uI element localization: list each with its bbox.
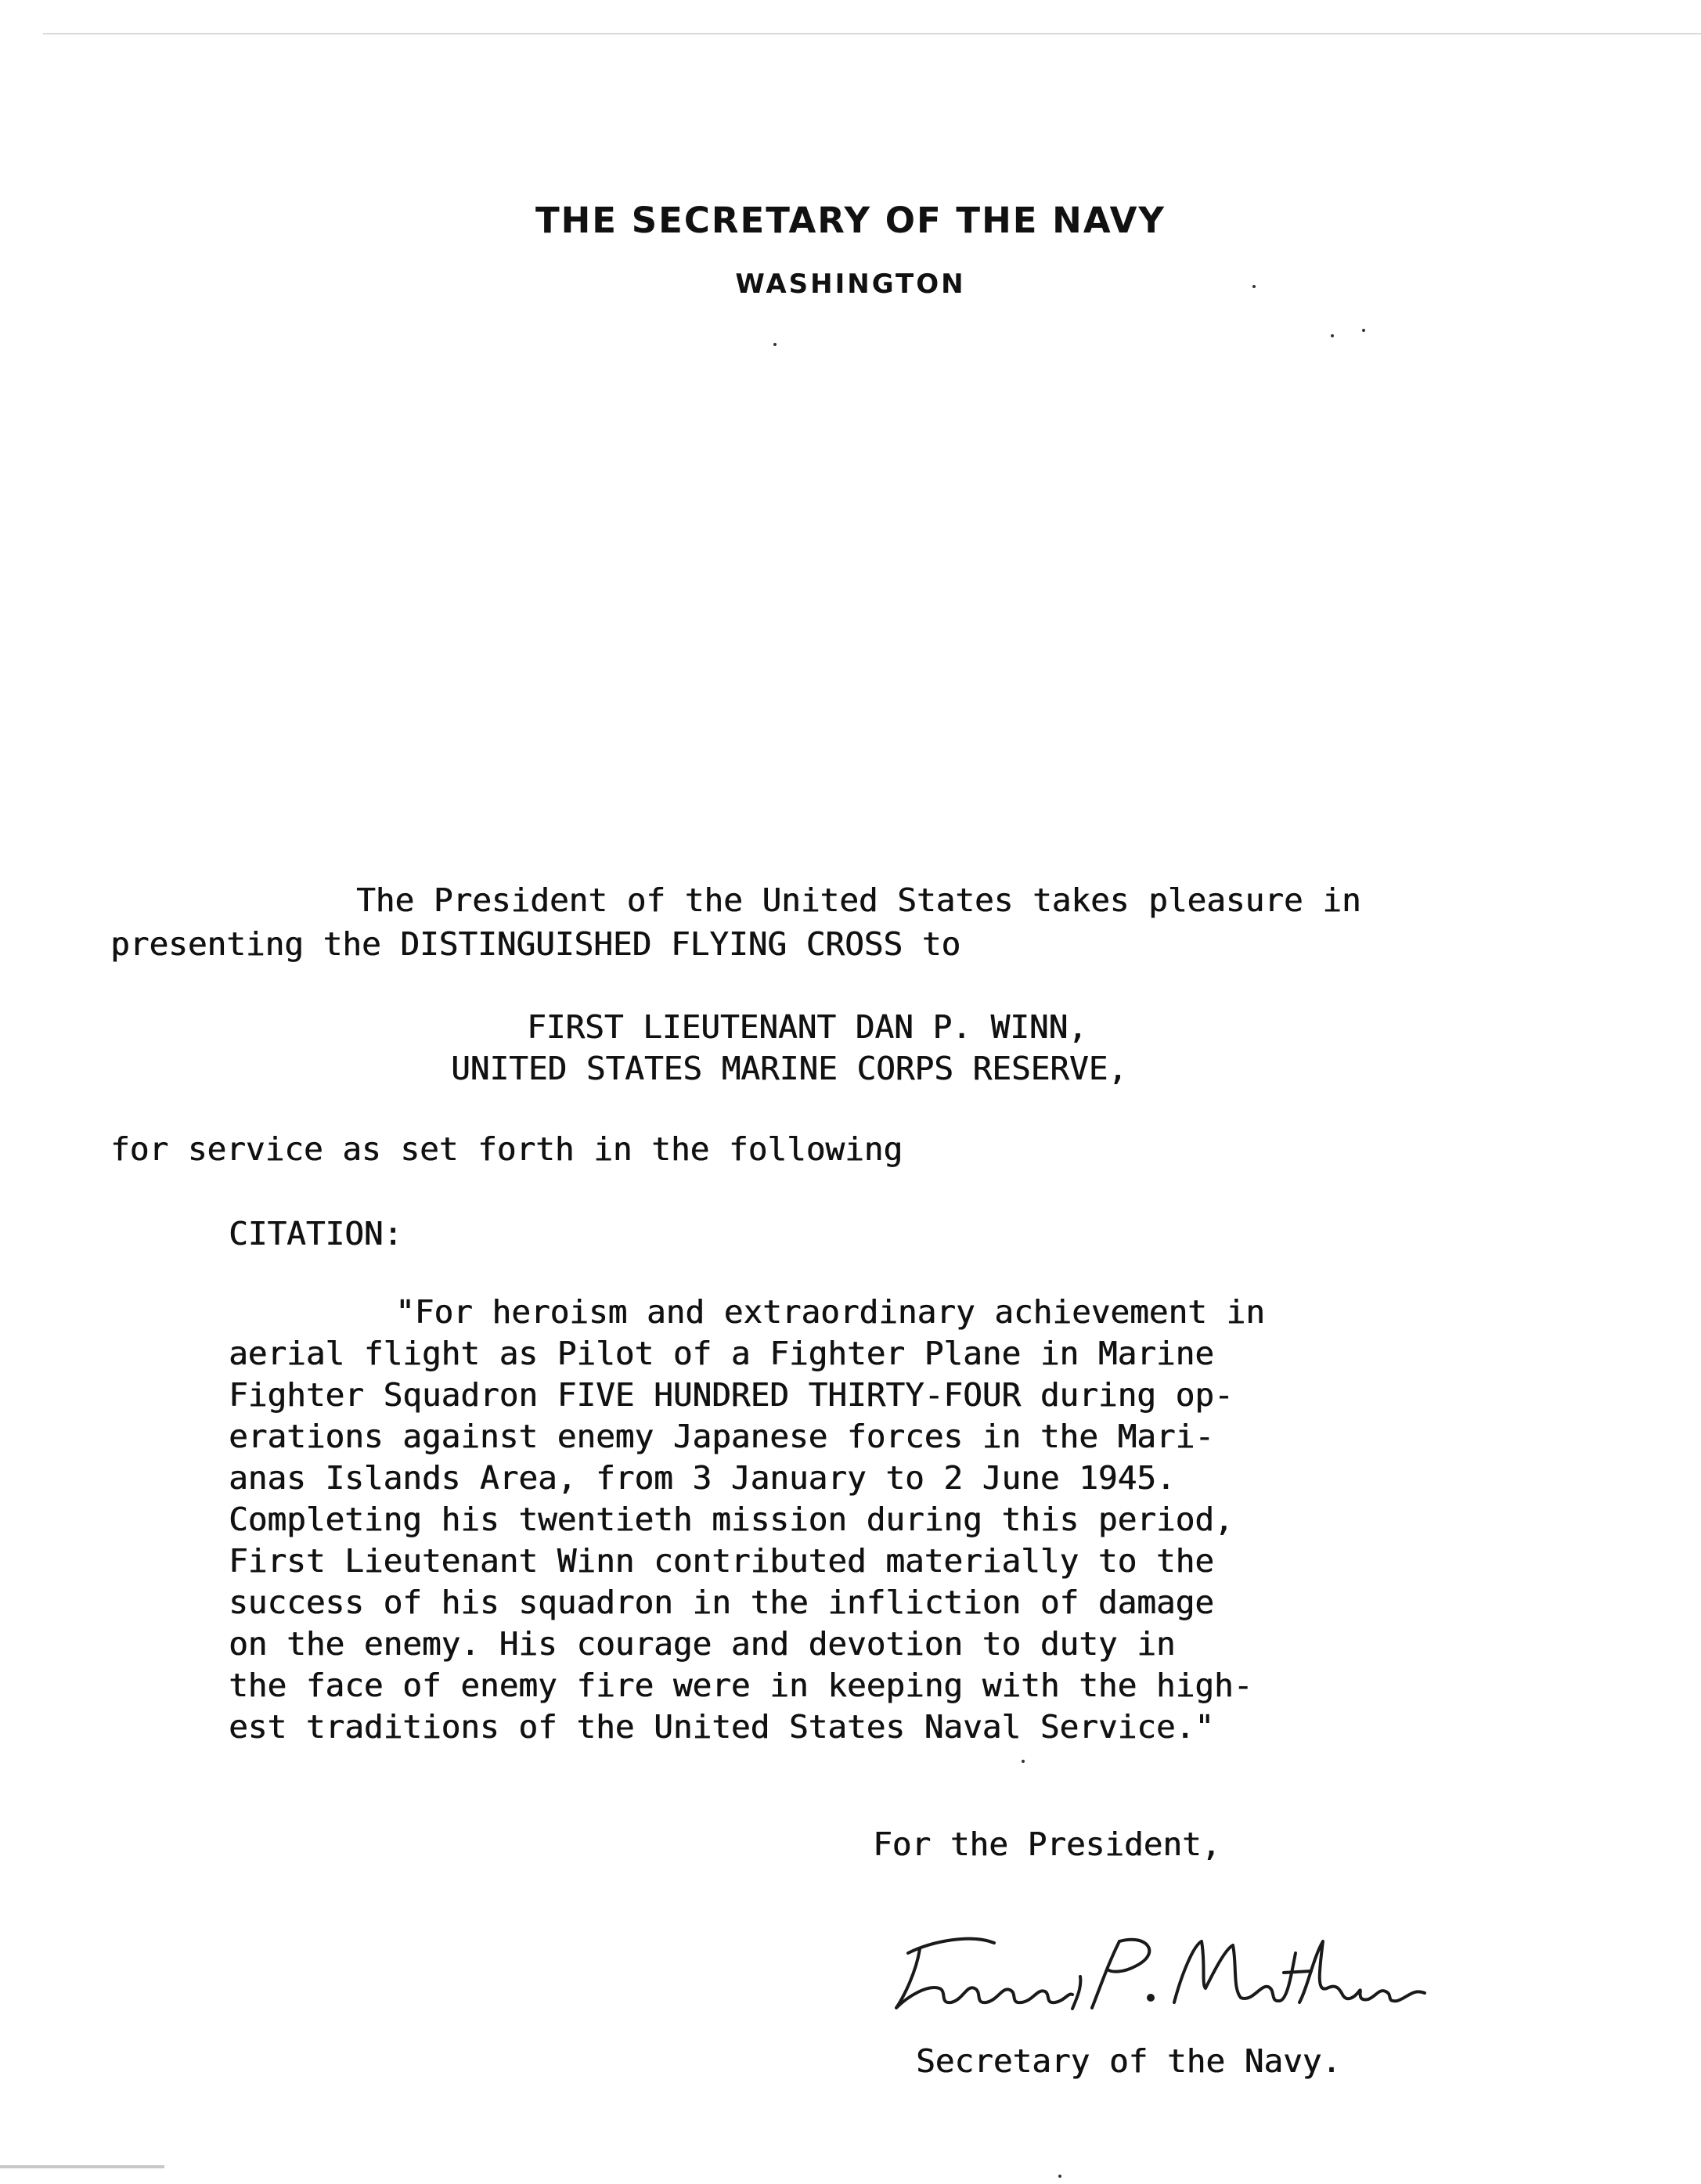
citation-line: anas Islands Area, from 3 January to 2 June 1945. [229, 1459, 1176, 1497]
scan-edge-top [43, 33, 1701, 34]
speck [1022, 1760, 1025, 1763]
speck [1058, 2175, 1061, 2178]
letterhead-city: WASHINGTON [735, 268, 966, 300]
speck [1331, 334, 1334, 337]
speck [773, 343, 777, 346]
letterhead-title: THE SECRETARY OF THE NAVY [535, 200, 1166, 241]
citation-heading: CITATION: [229, 1215, 403, 1252]
citation-line: on the enemy. His courage and devotion to duty in [229, 1625, 1176, 1663]
scan-edge-bottom [0, 2165, 164, 2168]
citation-line: est traditions of the United States Naval Service." [229, 1708, 1214, 1746]
citation-line: the face of enemy fire were in keeping with the high- [229, 1667, 1253, 1704]
service-line: for service as set forth in the following [110, 1130, 903, 1168]
citation-line: First Lieutenant Winn contributed materially to the [229, 1542, 1214, 1580]
citation-line: aerial flight as Pilot of a Fighter Plane in Marine [229, 1335, 1214, 1372]
speck [1362, 329, 1365, 332]
citation-line: erations against enemy Japanese forces in the Mari- [229, 1418, 1214, 1455]
closing-for-line: For the President, [873, 1825, 1221, 1863]
citation-line: Fighter Squadron FIVE HUNDRED THIRTY-FOUR during op- [229, 1376, 1234, 1414]
speck [1252, 285, 1256, 288]
signature [885, 1910, 1433, 2027]
intro-line-2: presenting the DISTINGUISHED FLYING CROSS to [110, 925, 961, 963]
recipient-unit: UNITED STATES MARINE CORPS RESERVE, [451, 1050, 1127, 1087]
intro-line-1: The President of the United States takes pleasure in [356, 881, 1361, 919]
recipient-name: FIRST LIEUTENANT DAN P. WINN, [527, 1008, 1087, 1046]
closing-title: Secretary of the Navy. [916, 2042, 1342, 2080]
citation-line: "For heroism and extraordinary achievement in [395, 1293, 1265, 1331]
citation-line: Completing his twentieth mission during this period, [229, 1501, 1234, 1538]
citation-line: success of his squadron in the infliction of damage [229, 1584, 1214, 1621]
